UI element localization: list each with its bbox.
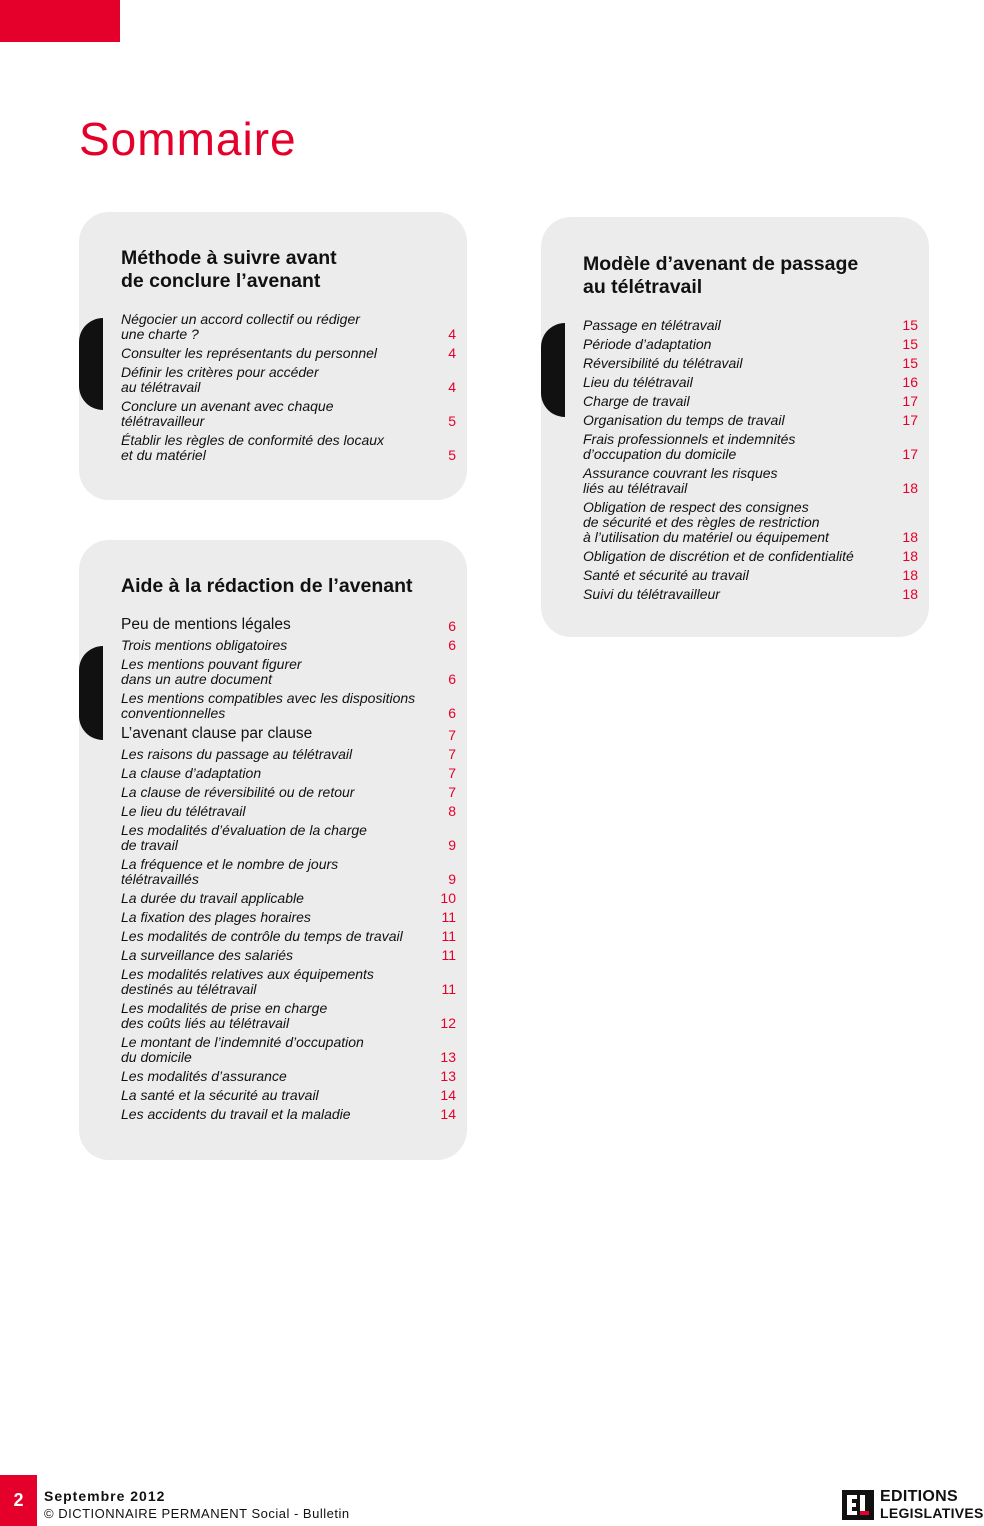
toc-entry-page: 11 (441, 947, 456, 963)
logo-text-legislatives: LEGISLATIVES (880, 1505, 984, 1521)
toc-entry-page: 9 (448, 871, 456, 887)
toc-entry-title: Assurance couvrant les risques liés au télétravail (583, 465, 778, 496)
toc-entry-title: Le lieu du télétravail (121, 803, 246, 819)
toc-entry-page: 7 (448, 746, 456, 762)
toc-entry-title: Les raisons du passage au télétravail (121, 746, 353, 762)
footer-publication: © DICTIONNAIRE PERMANENT Social - Bulletin (44, 1506, 350, 1521)
toc-entry (121, 725, 456, 743)
toc-entry (121, 433, 456, 463)
toc-entry-title: Conclure un avenant avec chaque télétravailleur (121, 398, 334, 429)
toc-entry-title: La clause de réversibilité ou de retour (121, 784, 355, 800)
toc-entry-title: Les modalités d’évaluation de la charge de travail (121, 822, 367, 853)
toc-entry (121, 857, 456, 887)
toc-entry-title: La surveillance des salariés (121, 947, 293, 963)
toc-entry (121, 929, 456, 944)
logo-text-editions: EDITIONS (880, 1488, 958, 1505)
toc-entry-title: Les modalités de contrôle du temps de travail (121, 928, 403, 944)
toc-entry (121, 638, 456, 653)
toc-entry-page: 18 (902, 586, 918, 602)
toc-entry (121, 948, 456, 963)
toc-entry-page: 17 (902, 446, 918, 462)
toc-entry (583, 466, 918, 496)
toc-entry-title: Obligation de respect des consignes de sécurité et des règles de restriction à l’utilisation du matériel ou équipement (583, 499, 829, 545)
toc-entry-title: Consulter les représentants du personnel (121, 345, 378, 361)
toc-entry (583, 394, 918, 409)
toc-entry-title: Santé et sécurité au travail (583, 567, 749, 583)
toc-entry (583, 318, 918, 333)
toc-entry-page: 18 (902, 529, 918, 545)
toc-entry-page: 7 (448, 784, 456, 800)
toc-entry-page: 7 (448, 765, 456, 781)
toc-entry-page: 14 (440, 1106, 456, 1122)
toc-entry (121, 346, 456, 361)
toc-entry-page: 11 (441, 909, 456, 925)
toc-entry-title: Frais professionnels et indemnités d’occupation du domicile (583, 431, 796, 462)
toc-entry-title: La santé et la sécurité au travail (121, 1087, 319, 1103)
toc-entry-page: 17 (902, 412, 918, 428)
section-marker (79, 646, 103, 740)
toc-entry (121, 1069, 456, 1084)
section-marker (79, 318, 103, 410)
toc-entry-page: 11 (441, 928, 456, 944)
toc-entry (583, 568, 918, 583)
toc-entry-title: Les mentions pouvant figurer dans un autre document (121, 656, 302, 687)
toc-entry-page: 14 (440, 1087, 456, 1103)
toc-entry-page: 12 (440, 1015, 456, 1031)
toc-entry-title: Obligation de discrétion et de confidentialité (583, 548, 854, 564)
toc-entry-page: 5 (448, 447, 456, 463)
toc-entry-page: 5 (448, 413, 456, 429)
toc-entry (121, 785, 456, 800)
toc-entry (583, 337, 918, 352)
toc-entry-page: 4 (448, 345, 456, 361)
section-title-methode: Méthode à suivre avant de conclure l’avenant (121, 247, 337, 292)
toc-entry-page: 18 (902, 567, 918, 583)
toc-list-aide (121, 616, 456, 1122)
toc-entry-page: 13 (440, 1068, 456, 1084)
toc-entry-page: 17 (902, 393, 918, 409)
toc-entry-title: Les accidents du travail et la maladie (121, 1106, 351, 1122)
toc-entry (121, 365, 456, 395)
toc-entry-page: 4 (448, 326, 456, 342)
toc-entry (121, 616, 456, 634)
toc-entry-page: 7 (448, 727, 456, 743)
toc-entry (121, 1035, 456, 1065)
toc-entry (583, 375, 918, 390)
section-title-aide: Aide à la rédaction de l’avenant (121, 575, 413, 597)
footer-date: Septembre 2012 (44, 1488, 166, 1504)
toc-entry-page: 6 (448, 637, 456, 653)
toc-entry (121, 399, 456, 429)
toc-entry-title: Négocier un accord collectif ou rédiger une charte ? (121, 311, 360, 342)
toc-entry (121, 891, 456, 906)
header-red-tab (0, 0, 120, 42)
toc-entry-page: 6 (448, 618, 456, 634)
toc-entry (121, 312, 456, 342)
toc-entry-page: 4 (448, 379, 456, 395)
toc-entry (121, 1001, 456, 1031)
toc-entry (121, 823, 456, 853)
toc-entry-page: 15 (902, 355, 918, 371)
toc-entry-title: Les modalités de prise en charge des coûts liés au télétravail (121, 1000, 328, 1031)
toc-entry-title: Établir les règles de conformité des locaux et du matériel (121, 432, 385, 463)
toc-entry-title: Période d’adaptation (583, 336, 712, 352)
toc-entry (121, 747, 456, 762)
toc-entry-title: La fréquence et le nombre de jours télétravaillés (121, 856, 339, 887)
toc-entry-page: 6 (448, 705, 456, 721)
toc-entry-title: Le montant de l’indemnité d’occupation du domicile (121, 1034, 364, 1065)
toc-entry-page: 11 (441, 981, 456, 997)
toc-entry (121, 910, 456, 925)
toc-entry (583, 356, 918, 371)
toc-entry-title: Les mentions compatibles avec les dispositions conventionnelles (121, 690, 416, 721)
section-title-modele: Modèle d’avenant de passage au télétravail (583, 253, 859, 298)
toc-entry-page: 13 (440, 1049, 456, 1065)
toc-entry-title: Lieu du télétravail (583, 374, 693, 390)
toc-entry (121, 691, 456, 721)
section-marker (541, 323, 565, 417)
toc-entry-title: Suivi du télétravailleur (583, 586, 720, 602)
toc-list-modele (583, 318, 918, 602)
toc-list-methode (121, 312, 456, 463)
toc-entry-title: L’avenant clause par clause (121, 725, 313, 742)
toc-entry-page: 16 (902, 374, 918, 390)
toc-entry-page: 10 (440, 890, 456, 906)
toc-entry (583, 413, 918, 428)
toc-entry (583, 587, 918, 602)
toc-entry-title: Passage en télétravail (583, 317, 721, 333)
toc-entry-title: Les modalités relatives aux équipements destinés au télétravail (121, 966, 374, 997)
toc-entry (583, 549, 918, 564)
toc-entry-title: Peu de mentions légales (121, 616, 291, 633)
page-title: Sommaire (79, 113, 297, 165)
toc-entry-page: 8 (448, 803, 456, 819)
toc-entry-title: Charge de travail (583, 393, 690, 409)
toc-entry-page: 15 (902, 336, 918, 352)
toc-entry (121, 657, 456, 687)
toc-entry-title: La clause d’adaptation (121, 765, 262, 781)
page-number: 2 (0, 1475, 37, 1526)
toc-entry-title: Trois mentions obligatoires (121, 637, 288, 653)
toc-entry-title: Organisation du temps de travail (583, 412, 785, 428)
toc-entry-page: 9 (448, 837, 456, 853)
toc-entry-page: 18 (902, 480, 918, 496)
publisher-logo (842, 1488, 984, 1522)
toc-entry-page: 18 (902, 548, 918, 564)
toc-entry (121, 804, 456, 819)
toc-entry-page: 15 (902, 317, 918, 333)
toc-entry (583, 432, 918, 462)
toc-entry (121, 967, 456, 997)
toc-entry (121, 1107, 456, 1122)
toc-entry (121, 766, 456, 781)
logo-mark-icon (842, 1490, 874, 1520)
toc-entry (121, 1088, 456, 1103)
toc-entry (583, 500, 918, 545)
toc-entry-page: 6 (448, 671, 456, 687)
toc-entry-title: Définir les critères pour accéder au télétravail (121, 364, 319, 395)
toc-entry-title: Réversibilité du télétravail (583, 355, 743, 371)
toc-entry-title: Les modalités d’assurance (121, 1068, 287, 1084)
toc-entry-title: La durée du travail applicable (121, 890, 304, 906)
toc-entry-title: La fixation des plages horaires (121, 909, 311, 925)
